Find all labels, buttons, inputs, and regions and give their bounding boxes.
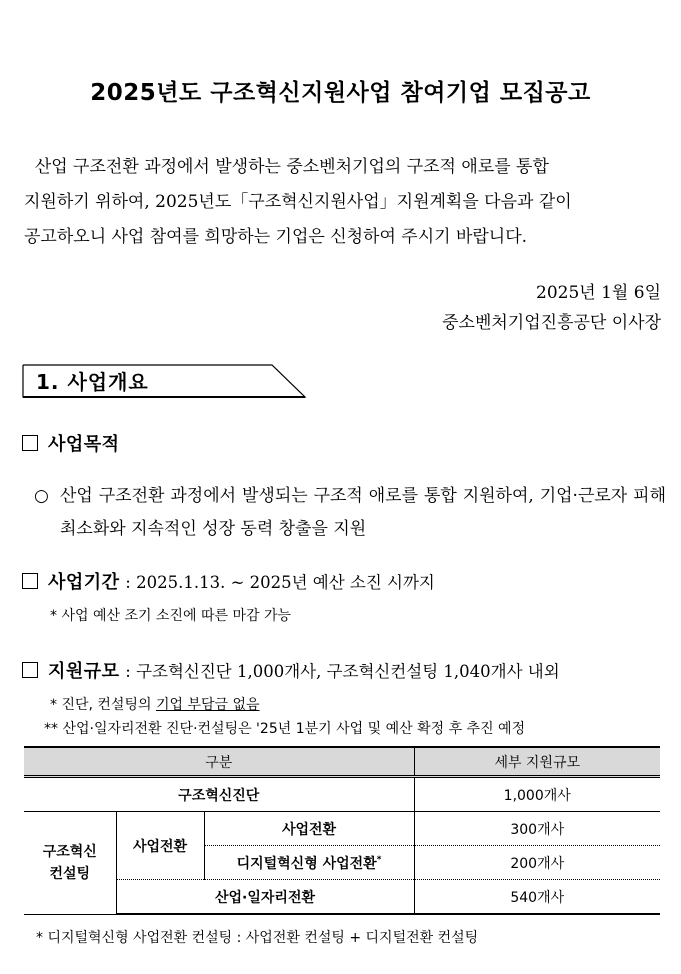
purpose-text: 산업 구조전환 과정에서 발생되는 구조적 애로를 통합 지원하여, 기업·근로자 피해 최소화와 지속적인 성장 동력 창출을 지원 [60,486,666,539]
intro-line-1: 산업 구조전환 과정에서 발생하는 중소벤처기업의 구조적 애로를 통합 [34,157,549,177]
period-label: 사업기간 [48,572,120,593]
scale-value: : 구조혁신진단 1,000개사, 구조혁신컨설팅 1,040개사 내외 [125,662,560,681]
scale-note-1-prefix: * 진단, 컨설팅의 [50,697,156,713]
circle-bullet-icon: ○ [34,486,49,506]
table-row [24,880,660,915]
intro-paragraph [24,150,661,255]
period-value: : 2025.1.13. ~ 2025년 예산 소진 시까지 [125,573,435,592]
header-detail: 세부 지원규모 [414,747,660,777]
period-heading [22,568,435,594]
scale-note-1-underlined: 기업 부담금 없음 [155,697,260,713]
industry-transition-label: 산업·일자리전환 [116,880,414,915]
consulting-label: 구조혁신 컨설팅 [24,812,116,915]
page-title: 2025년도 구조혁신지원사업 참여기업 모집공고 [90,80,591,106]
table-row [24,777,660,812]
scale-heading [22,657,560,683]
diagnosis-label: 구조혁신진단 [24,777,414,812]
scale-note-2: ** 산업·일자리전환 진단·컨설팅은 '25년 1분기 사업 및 예산 확정 후 추진 예정 [44,721,526,737]
table-header-row [24,747,660,777]
checkbox-square-icon [22,662,38,678]
intro-line-3: 공고하오니 사업 참여를 희망하는 기업은 신청하여 주시기 바랍니다. [24,227,528,247]
purpose-item [34,480,666,546]
biz-transition-label: 사업전환 [204,812,414,846]
purpose-heading [22,430,120,456]
checkbox-square-icon [22,573,38,589]
digital-transition-cell [204,846,414,880]
industry-transition-value: 540개사 [414,880,660,915]
digital-transition-mark: * [376,854,382,865]
biz-transition-value: 300개사 [414,812,660,846]
biz-transition-group-label: 사업전환 [116,812,204,880]
digital-transition-value: 200개사 [414,846,660,880]
table-row [24,812,660,846]
purpose-label: 사업목적 [48,434,120,455]
announcement-date: 2025년 1월 6일 [536,283,661,303]
table-footnote: * 디지털혁신형 사업전환 컨설팅 : 사업전환 컨설팅 + 디지털전환 컨설팅 [36,930,479,946]
section-title: 1. 사업개요 [36,370,149,394]
diagnosis-value: 1,000개사 [414,777,660,812]
scale-note-1 [50,694,260,714]
signer: 중소벤처기업진흥공단 이사장 [442,313,661,333]
support-scale-table [24,746,660,915]
intro-line-2: 지원하기 위하여, 2025년도「구조혁신지원사업」지원계획을 다음과 같이 [24,192,572,212]
section-header-box [22,364,306,398]
digital-transition-label: 디지털혁신형 사업전환 [236,855,377,872]
header-category: 구분 [24,747,414,777]
checkbox-square-icon [22,435,38,451]
period-note: * 사업 예산 조기 소진에 따른 마감 가능 [50,608,292,624]
scale-label: 지원규모 [48,661,120,682]
